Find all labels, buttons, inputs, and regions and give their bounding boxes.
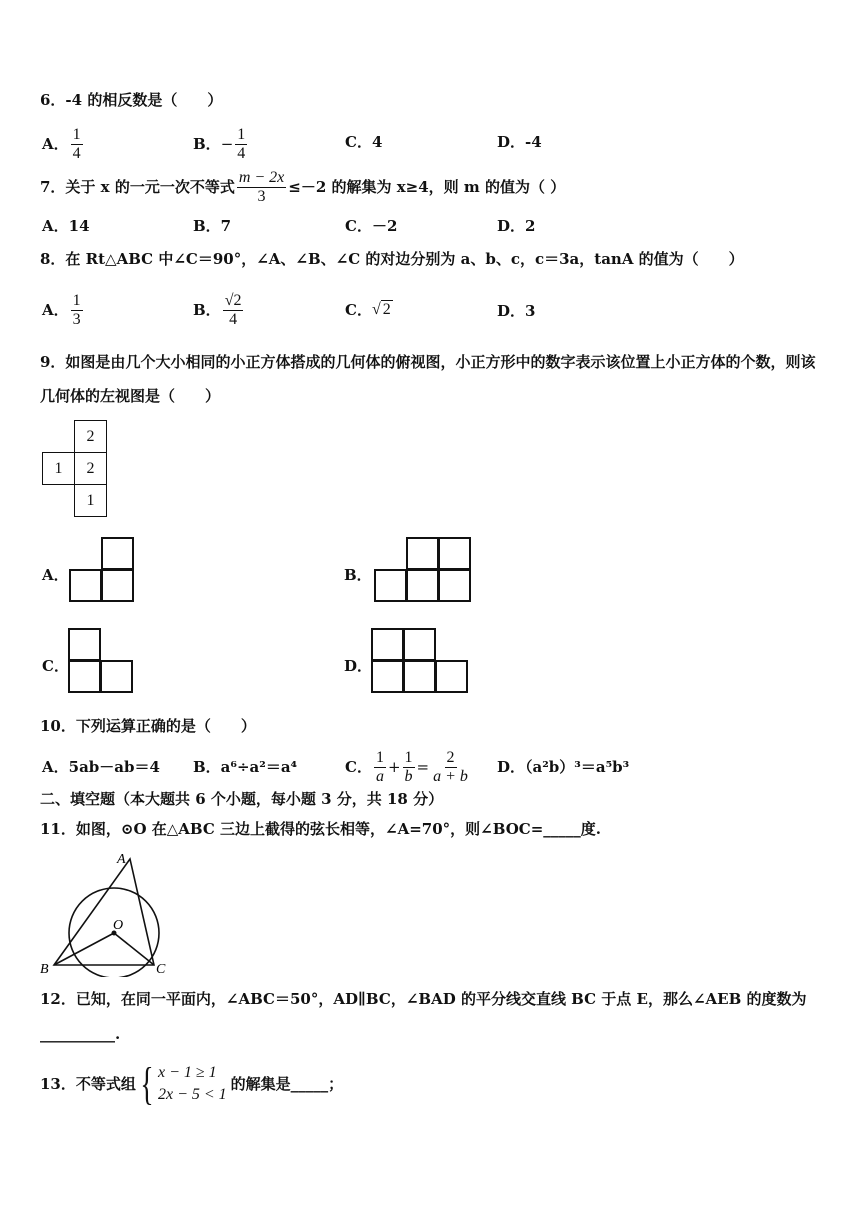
shape-cell (406, 537, 439, 570)
shape-cell (403, 628, 436, 661)
q8-option-c (345, 300, 393, 320)
q12-stem: 12．已知，在同一平面内，∠ABC＝50°，AD∥BC，∠BAD 的平分线交直线 BC 于点 E，那么∠AEB 的度数为 (40, 990, 807, 1008)
shape-cell (100, 660, 133, 693)
q6-b-fraction (235, 126, 247, 163)
shape-cell (374, 569, 407, 602)
q6-b-den: 4 (237, 144, 246, 162)
q6-option-d: D．-4 (497, 133, 542, 151)
label-b: B (40, 962, 49, 977)
q13-inequality-1: x − 1 ≥ 1 (157, 1064, 217, 1081)
shape-cell (435, 660, 468, 693)
q10-c-t1-den: a (375, 767, 384, 785)
q8-a-fraction (71, 292, 83, 329)
grid-cell-left: 1 (42, 452, 75, 485)
q8-b-label: B． (193, 301, 221, 319)
q13-stem-post: 的解集是_____； (230, 1075, 344, 1093)
q7-option-c: C．－2 (345, 217, 398, 235)
q7-option-b: B．7 (193, 217, 232, 235)
q9-option-a-label: A． (42, 566, 69, 584)
q7-option-a: A．14 (42, 217, 90, 235)
q6-option-b (193, 124, 249, 164)
shape-cell (371, 660, 404, 693)
q11-stem: 11．如图，⊙O 在△ABC 三边上截得的弦长相等，∠A=70°，则∠BOC=_____度. (40, 820, 601, 838)
shape-cell (406, 569, 439, 602)
label-a: A (117, 852, 126, 867)
q8-option-d: D．3 (497, 302, 536, 320)
q13-stem (40, 1058, 343, 1110)
q9-option-b-label: B． (344, 566, 372, 584)
q8-a-label: A． (42, 301, 69, 319)
q10-option-d: D．（a²b）³＝a⁵b³ (497, 758, 630, 776)
q6-b-sign: − (220, 135, 234, 153)
q8-c-sqrt: √ 2 (371, 301, 391, 318)
q6-stem: 6．-4 的相反数是（ ） (40, 91, 223, 109)
q10-option-a: A．5ab－ab＝4 (42, 758, 160, 776)
shape-cell (68, 660, 101, 693)
q7-stem-post: ≤－2 的解集为 x≥4，则 m 的值为（ ） (288, 178, 566, 196)
shape-cell (403, 660, 436, 693)
shape-cell (69, 569, 102, 602)
q6-a-den: 4 (72, 144, 81, 162)
q9-option-c-label: C． (42, 657, 69, 675)
q8-b-den: 4 (229, 310, 238, 328)
q11-circle-triangle-figure (38, 845, 178, 977)
triangle-abc (54, 859, 154, 965)
q10-c-term1 (374, 749, 386, 786)
q8-b-fraction (223, 292, 244, 329)
q10-c-label: C． (345, 758, 372, 776)
shape-cell (371, 628, 404, 661)
q6-option-c: C．4 (345, 133, 383, 151)
shape-cell (101, 537, 134, 570)
shape-cell (438, 537, 471, 570)
q6-b-num: 1 (237, 125, 246, 143)
q10-c-term2 (403, 749, 415, 786)
section-2-heading: 二、填空题（本大题共 6 个小题，每小题 3 分，共 18 分） (40, 790, 444, 808)
q7-frac-num: m − 2x (238, 168, 285, 186)
q10-c-t2-num: 1 (404, 748, 413, 766)
label-o: O (113, 918, 124, 933)
q9-stem-line1: 9．如图是由几个大小相同的小正方体搭成的几何体的俯视图，小正方形中的数字表示该位置上小正方体的个数，则该 (40, 353, 816, 371)
q6-a-num: 1 (72, 125, 81, 143)
q10-c-t2-den: b (404, 767, 413, 785)
q7-frac-den: 3 (257, 187, 266, 205)
q7-stem-pre: 7．关于 x 的一元一次不等式 (40, 178, 235, 196)
q10-c-rhs-num: 2 (446, 748, 455, 766)
q9-option-d-label: D． (344, 657, 373, 675)
shape-cell (438, 569, 471, 602)
q6-b-label: B． (193, 135, 221, 153)
q10-c-t1-num: 1 (375, 748, 384, 766)
q8-a-num: 1 (72, 291, 81, 309)
q6-a-fraction (71, 126, 83, 163)
q10-c-equals: = (416, 758, 430, 776)
q8-option-a (42, 288, 85, 332)
q6-a-label: A． (42, 135, 69, 153)
q10-c-rhs (431, 749, 470, 786)
q8-c-label: C． (345, 301, 372, 319)
q10-c-rhs-den: a + b (433, 767, 468, 785)
q13-stem-pre: 13．不等式组 (40, 1075, 136, 1093)
q6-option-a (42, 124, 85, 164)
label-c: C (156, 962, 166, 977)
q10-option-c (345, 746, 472, 788)
q8-stem: 8．在 Rt△ABC 中∠C＝90°，∠A、∠B、∠C 的对边分别为 a、b、c，c＝3a，tanA 的值为（ ） (40, 250, 744, 268)
grid-cell-top: 2 (74, 420, 107, 453)
q10-stem: 10．下列运算正确的是（ ） (40, 717, 256, 735)
q10-c-plus: + (387, 758, 401, 776)
shape-cell (101, 569, 134, 602)
q7-fraction (237, 169, 286, 206)
q12-answer-blank: __________. (40, 1025, 121, 1043)
grid-cell-bottom: 1 (74, 484, 107, 517)
q7-stem (40, 166, 565, 208)
q10-option-b: B．a⁶÷a²＝a⁴ (193, 758, 298, 776)
q8-a-den: 3 (72, 310, 81, 328)
q13-brace: { (140, 1058, 154, 1109)
grid-cell-center: 2 (74, 452, 107, 485)
q8-option-b (193, 286, 245, 334)
q13-system (158, 1062, 227, 1106)
q9-stem-line2: 几何体的左视图是（ ） (40, 387, 221, 405)
q13-inequality-2: 2x − 5 < 1 (157, 1086, 227, 1103)
q8-b-num: √2 (224, 291, 242, 309)
q7-option-d: D．2 (497, 217, 536, 235)
shape-cell (68, 628, 101, 661)
segment-ob (54, 933, 114, 965)
q8-c-radicand: 2 (382, 301, 391, 318)
